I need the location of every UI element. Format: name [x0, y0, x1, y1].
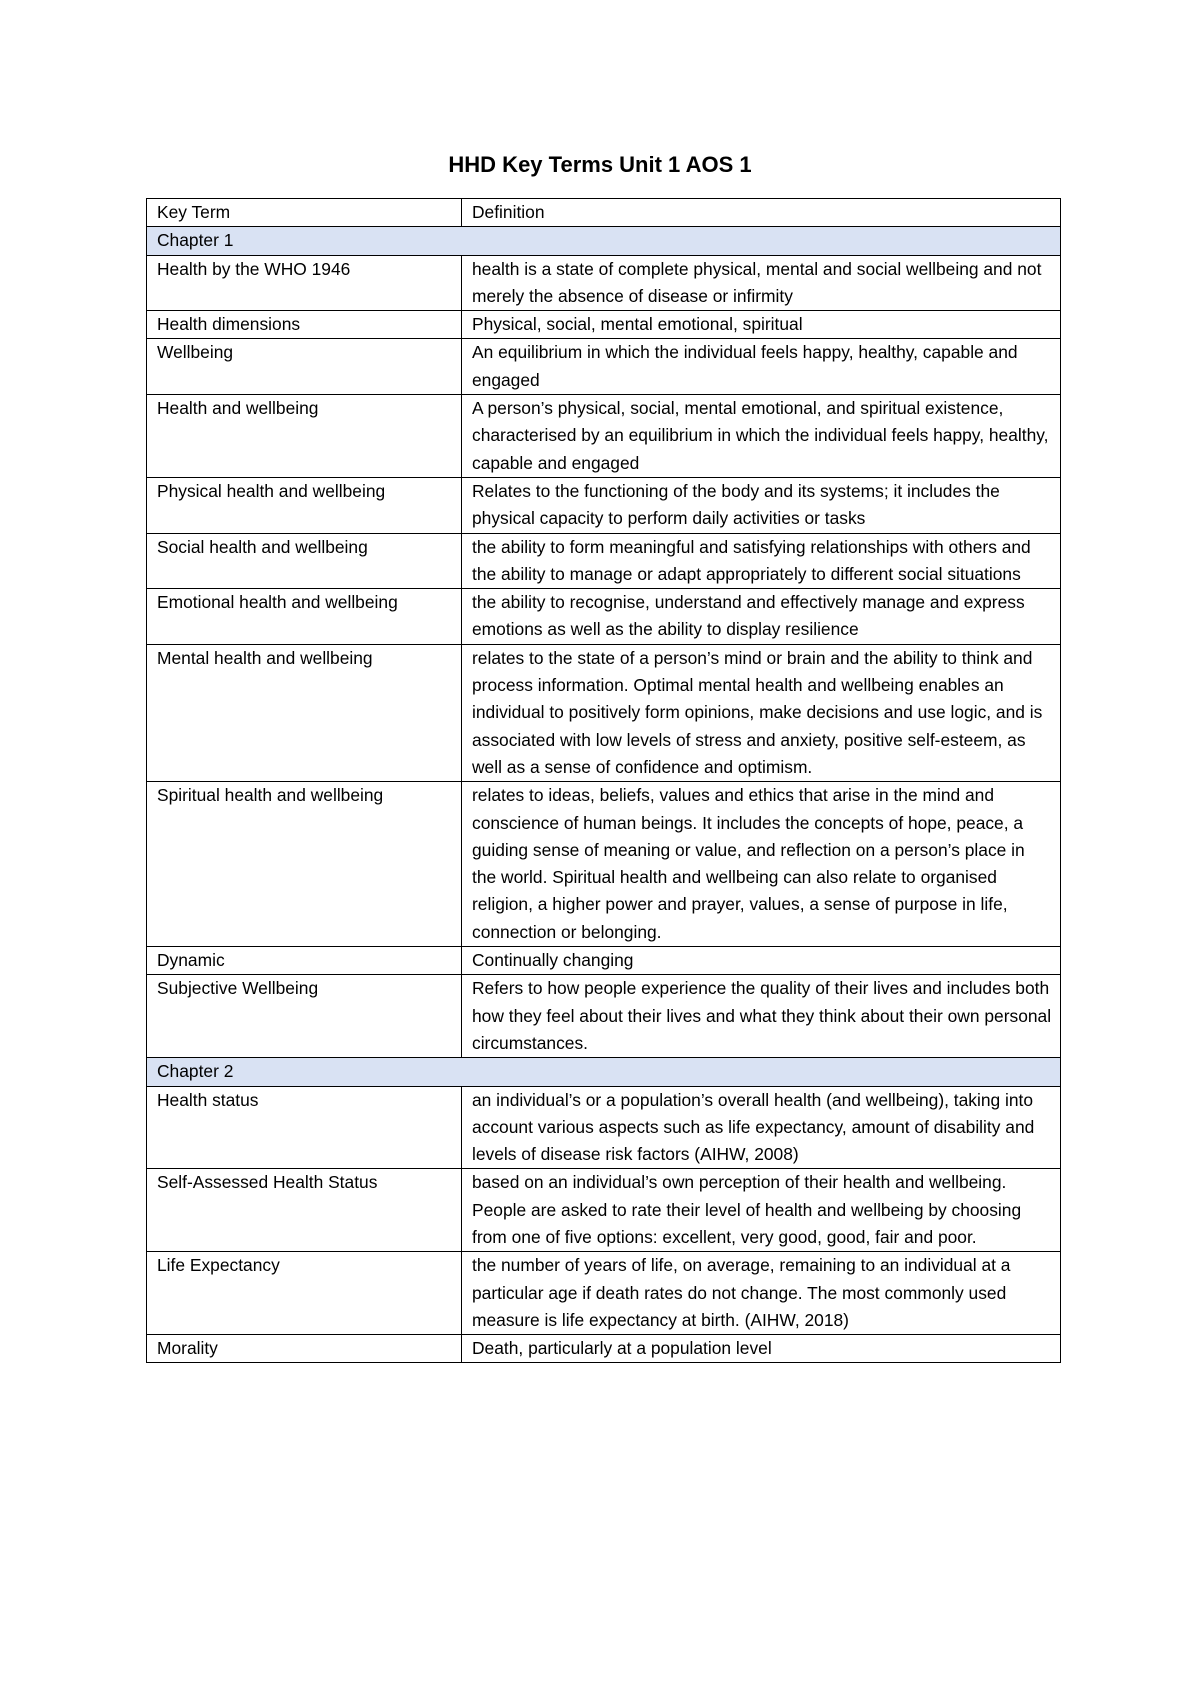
term-cell: Health status — [147, 1086, 462, 1169]
table-row — [147, 947, 1061, 975]
definition-cell: relates to ideas, beliefs, values and ethics that arise in the mind and conscience of human beings. It includes the concepts of hope, peace, a guiding sense of meaning or value, and reflection on a person’s place in the world. Spiritual health and wellbeing can also relate to organised religion, a higher power and prayer, values, a sense of purpose in life, connection or belonging. — [462, 782, 1061, 947]
table-row — [147, 589, 1061, 645]
table-row — [147, 395, 1061, 478]
chapter-label: Chapter 1 — [147, 227, 1061, 255]
table-row — [147, 644, 1061, 781]
definition-cell: relates to the state of a person’s mind or brain and the ability to think and process information. Optimal mental health and wellbeing enables an individual to positively form opinions, make decisions and use logic, and is associated with low levels of stress and anxiety, positive self-esteem, as well as a sense of confidence and optimism. — [462, 644, 1061, 781]
header-key-term: Key Term — [147, 199, 462, 227]
definition-cell: the number of years of life, on average, remaining to an individual at a particular age if death rates do not change. The most commonly used measure is life expectancy at birth. (AIHW, 2018) — [462, 1252, 1061, 1335]
term-cell: Subjective Wellbeing — [147, 975, 462, 1058]
term-cell: Self-Assessed Health Status — [147, 1169, 462, 1252]
table-row — [147, 477, 1061, 533]
term-cell: Spiritual health and wellbeing — [147, 782, 462, 947]
term-cell: Health dimensions — [147, 311, 462, 339]
term-cell: Physical health and wellbeing — [147, 477, 462, 533]
term-cell: Dynamic — [147, 947, 462, 975]
term-cell: Social health and wellbeing — [147, 533, 462, 589]
definition-cell: Continually changing — [462, 947, 1061, 975]
definition-cell: the ability to form meaningful and satisfying relationships with others and the ability to manage or adapt appropriately to different social situations — [462, 533, 1061, 589]
table-row — [147, 1169, 1061, 1252]
term-cell: Wellbeing — [147, 339, 462, 395]
term-cell: Morality — [147, 1335, 462, 1363]
term-cell: Health by the WHO 1946 — [147, 255, 462, 311]
term-cell: Health and wellbeing — [147, 395, 462, 478]
table-header-row — [147, 199, 1061, 227]
definition-cell: An equilibrium in which the individual feels happy, healthy, capable and engaged — [462, 339, 1061, 395]
term-cell: Life Expectancy — [147, 1252, 462, 1335]
term-cell: Mental health and wellbeing — [147, 644, 462, 781]
definition-cell: based on an individual’s own perception of their health and wellbeing. People are asked to rate their level of health and wellbeing by choosing from one of five options: excellent, very good, good, fair and poor. — [462, 1169, 1061, 1252]
definition-cell: Physical, social, mental emotional, spiritual — [462, 311, 1061, 339]
table-row — [147, 533, 1061, 589]
chapter-label: Chapter 2 — [147, 1058, 1061, 1086]
key-terms-table — [146, 198, 1061, 1363]
table-row — [147, 975, 1061, 1058]
term-cell: Emotional health and wellbeing — [147, 589, 462, 645]
table-row — [147, 782, 1061, 947]
chapter-row — [147, 1058, 1061, 1086]
definition-cell: Death, particularly at a population level — [462, 1335, 1061, 1363]
definition-cell: Refers to how people experience the quality of their lives and includes both how they feel about their lives and what they think about their own personal circumstances. — [462, 975, 1061, 1058]
chapter-row — [147, 227, 1061, 255]
header-definition: Definition — [462, 199, 1061, 227]
table-row — [147, 1252, 1061, 1335]
definition-cell: an individual’s or a population’s overall health (and wellbeing), taking into account various aspects such as life expectancy, amount of disability and levels of disease risk factors (AIHW, 2008) — [462, 1086, 1061, 1169]
definition-cell: Relates to the functioning of the body and its systems; it includes the physical capacity to perform daily activities or tasks — [462, 477, 1061, 533]
table-row — [147, 255, 1061, 311]
page-title: HHD Key Terms Unit 1 AOS 1 — [448, 152, 752, 177]
table-row — [147, 1335, 1061, 1363]
table-row — [147, 1086, 1061, 1169]
definition-cell: A person’s physical, social, mental emotional, and spiritual existence, characterised by an equilibrium in which the individual feels happy, healthy, capable and engaged — [462, 395, 1061, 478]
table-row — [147, 339, 1061, 395]
definition-cell: health is a state of complete physical, mental and social wellbeing and not merely the absence of disease or infirmity — [462, 255, 1061, 311]
definition-cell: the ability to recognise, understand and effectively manage and express emotions as well as the ability to display resilience — [462, 589, 1061, 645]
table-row — [147, 311, 1061, 339]
